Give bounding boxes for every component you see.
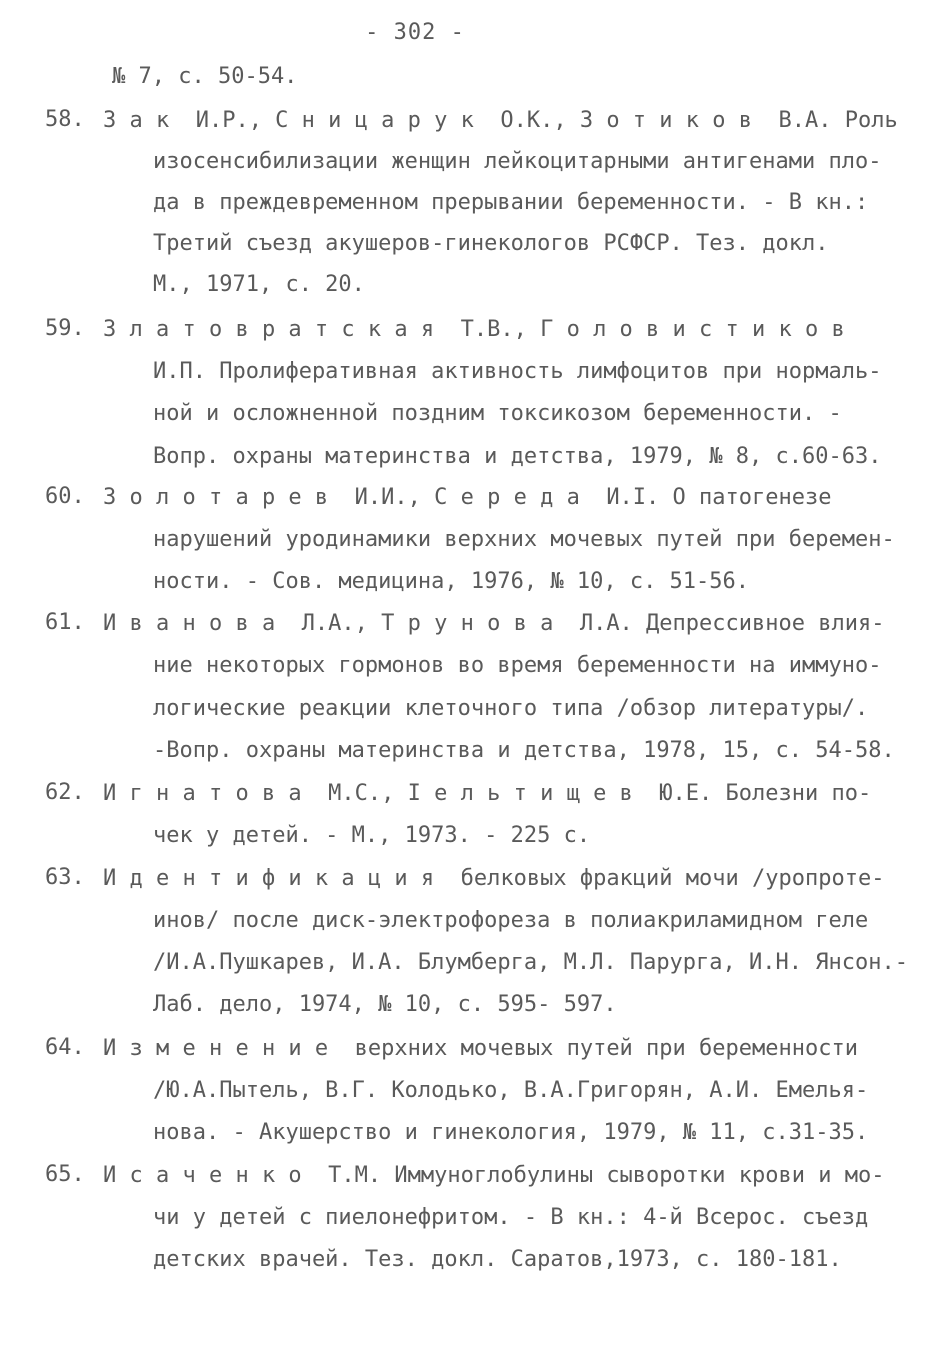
reference-line: инов/ после диск-электрофореза в полиакриламидном геле	[153, 908, 869, 933]
reference-line: И с а ч е н к о Т.М. Иммуноглобулины сыворотки крови и мо-	[103, 1163, 885, 1188]
reference-line: ности. - Сов. медицина, 1976, № 10, с. 51-56.	[153, 569, 750, 594]
reference-line: Лаб. дело, 1974, № 10, с. 595- 597.	[153, 992, 617, 1017]
reference-number: 60.	[45, 484, 85, 509]
reference-line: М., 1971, с. 20.	[153, 272, 365, 297]
reference-number: 64.	[45, 1035, 85, 1060]
reference-number: 65.	[45, 1162, 85, 1187]
reference-line: чек у детей. - М., 1973. - 225 с.	[153, 823, 591, 848]
reference-line: З л а т о в р а т с к а я Т.В., Г о л о в и с т и к о в	[103, 317, 845, 342]
reference-line: И г н а т о в а М.С., І е л ь т и щ е в Ю.Е. Болезни по-	[103, 781, 872, 806]
reference-number: 62.	[45, 780, 85, 805]
reference-line: да в преждевременном прерывании беременности. - В кн.:	[153, 190, 869, 215]
reference-line: -Вопр. охраны материнства и детства, 1978, 15, с. 54-58.	[153, 738, 895, 763]
reference-line: И в а н о в а Л.А., Т р у н о в а Л.А. Депрессивное влия-	[103, 611, 885, 636]
reference-line: детских врачей. Тез. докл. Саратов,1973, с. 180-181.	[153, 1247, 842, 1272]
reference-line: ние некоторых гормонов во время беременности на иммуно-	[153, 653, 882, 678]
reference-line: нова. - Акушерство и гинекология, 1979, № 11, с.31-35.	[153, 1120, 869, 1145]
reference-line: нарушений уродинамики верхних мочевых путей при беремен-	[153, 527, 895, 552]
reference-line: И.П. Пролиферативная активность лимфоцитов при нормаль-	[153, 359, 882, 384]
reference-number: 58.	[45, 107, 85, 132]
reference-line: /Ю.А.Пытель, В.Г. Колодько, В.А.Григорян, А.И. Емелья-	[153, 1078, 869, 1103]
reference-line: Вопр. охраны материнства и детства, 1979, № 8, с.60-63.	[153, 444, 882, 469]
reference-line: З а к И.Р., С н и ц а р у к О.К., З о т и к о в В.А. Роль	[103, 108, 898, 133]
continued-reference-tail: № 7, с. 50-54.	[112, 64, 298, 89]
reference-line: И д е н т и ф и к а ц и я белковых фракций мочи /уропроте-	[103, 866, 885, 891]
page-number: - 302 -	[365, 20, 465, 45]
reference-line: логические реакции клеточного типа /обзор литературы/.	[153, 696, 869, 721]
reference-line: И з м е н е н и е верхних мочевых путей при беременности	[103, 1036, 858, 1061]
reference-number: 59.	[45, 316, 85, 341]
reference-number: 63.	[45, 865, 85, 890]
reference-line: З о л о т а р е в И.И., С е р е д а И.І. О патогенезе	[103, 485, 832, 510]
reference-line: /И.А.Пушкарев, И.А. Блумберга, М.Л. Парурга, И.Н. Янсон.-	[153, 950, 908, 975]
reference-number: 61.	[45, 610, 85, 635]
reference-line: Третий съезд акушеров-гинекологов РСФСР. Тез. докл.	[153, 231, 829, 256]
reference-line: ной и осложненной поздним токсикозом беременности. -	[153, 401, 842, 426]
reference-line: изосенсибилизации женщин лейкоцитарными антигенами пло-	[153, 149, 882, 174]
reference-line: чи у детей с пиелонефритом. - В кн.: 4-й Всерос. съезд	[153, 1205, 869, 1230]
